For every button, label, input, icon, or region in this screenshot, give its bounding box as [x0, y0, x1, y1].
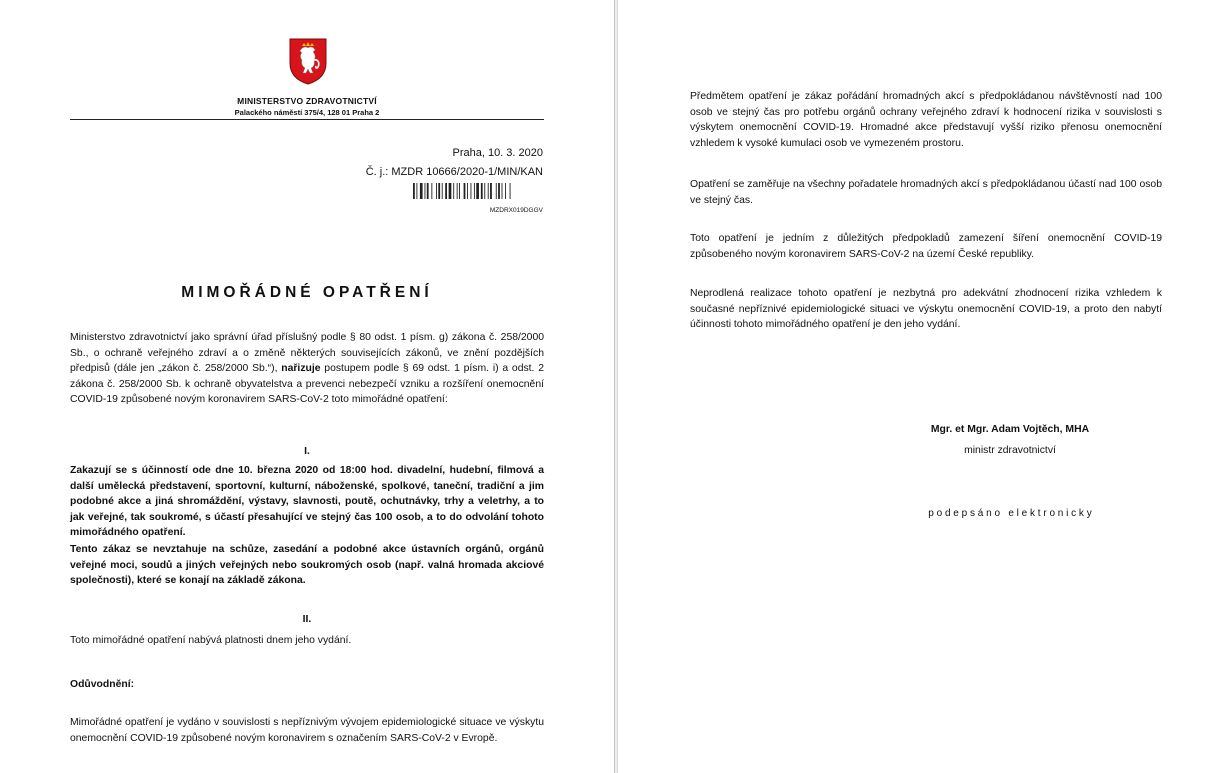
section-1-heading: I. [304, 446, 310, 457]
document-title: MIMOŘÁDNÉ OPATŘENÍ [181, 284, 433, 301]
justification-paragraph-5: Neprodlená realizace tohoto opatření je nezbytná pro adekvátní zhodnocení rizika vzhledem k současné nepříznivé epidemiologické situaci ve výskytu onemocnění COVID-19, a proto den nabytí účinnosti tohoto mimořádného opatření je den jeho vydání. [690, 288, 1162, 331]
justification-paragraph-2: Předmětem opatření je zákaz pořádání hromadných akcí s předpokládanou návštěvností nad 100 osob ve stejný čas pro potřebu orgánů ochrany veřejného zdraví k hodnocení rizika v souvislosti s výskytem onemocnění COVID-19. Hromadné akce představují vyšší riziko přenosu onemocnění vzhledem k vysoké kumulaci osob ve vymezeném prostoru. [690, 91, 1162, 149]
ministry-name: MINISTERSTVO ZDRAVOTNICTVÍ [237, 96, 377, 106]
barcode-text: MZDRX019DGGV [489, 207, 543, 214]
justification-paragraph-4: Toto opatření je jedním z důležitých předpokladů zamezení šíření onemocnění COVID-19 způsobeného novým koronavirem SARS-CoV-2 na území České republiky. [690, 233, 1162, 260]
document-reference: Č. j.: MZDR 10666/2020-1/MIN/KAN [365, 166, 543, 178]
document-page-2 [618, 0, 1222, 773]
intro-text-2: postupem podle § 69 odst. 1 písm. i) a odst. 2 zákona č. 258/2000 Sb. k ochraně obyvatelstva a prevenci nebezpečí vzniku a rozšíření onemocnění COVID-19 způsobené novým koronavirem SARS-CoV-2 toto mimořádné opatření: [70, 363, 544, 406]
czech-lion-emblem-icon [288, 37, 328, 85]
intro-text-1: Ministerstvo zdravotnictví jako správní úřad příslušný podle § 80 odst. 1 písm. g) zákona č. 258/2000 Sb., o ochraně veřejného zdraví a o změně některých souvisejících zákonů, ve znění pozdějších předpisů (dále jen „zákon č. 258/2000 Sb.“), [70, 332, 544, 375]
intro-bold-word: nařizuje [281, 363, 321, 375]
ministry-address: Palackého náměstí 375/4, 128 01 Praha 2 [234, 108, 380, 117]
section-1-paragraph-1: Zakazují se s účinností ode dne 10. března 2020 od 18:00 hod. divadelní, hudební, filmová a další umělecká představení, sportovní, kulturní, náboženské, spolkové, taneční, tradiční a jim podobné akce a jiná shromáždění, výstavy, slavnosti, poutě, ochutnávky, trhy a veletrhy, a to jak veřejné, tak soukromé, s účastí přesahující ve stejný čas 100 osob, a to do odvolání tohoto mimořádného opatření. [70, 465, 544, 539]
section-1-paragraph-2: Tento zákaz se nevztahuje na schůze, zasedání a podobné akce ústavních orgánů, orgánů veřejné moci, soudů a jiných veřejných nebo soukromých osob (např. valná hromada akciové společnosti), které se konají na základě zákona. [70, 544, 544, 587]
section-2-paragraph: Toto mimořádné opatření nabývá platnosti dnem jeho vydání. [70, 635, 352, 646]
document-date: Praha, 10. 3. 2020 [452, 147, 543, 159]
justification-paragraph-3: Opatření se zaměřuje na všechny pořadatele hromadných akcí s předpokládanou účastí nad 100 osob ve stejný čas. [690, 179, 1162, 206]
intro-paragraph [70, 330, 544, 408]
justification-paragraph: Mimořádné opatření je vydáno v souvislosti s nepříznivým vývojem epidemiologické situace ve výskytu onemocnění COVID-19 způsobené novým koronavirem s označením SARS-CoV-2 v Evropě. [70, 717, 544, 744]
justification-heading: Odůvodnění: [70, 679, 135, 690]
header-divider [70, 119, 544, 120]
signed-electronically: p o d e p s á n o e l e k t r o n i c k y [928, 508, 1092, 519]
signatory-role: ministr zdravotnictví [964, 445, 1056, 456]
signatory-name: Mgr. et Mgr. Adam Vojtěch, MHA [930, 424, 1090, 435]
barcode-icon [413, 183, 543, 199]
section-2-heading: II. [302, 614, 312, 625]
